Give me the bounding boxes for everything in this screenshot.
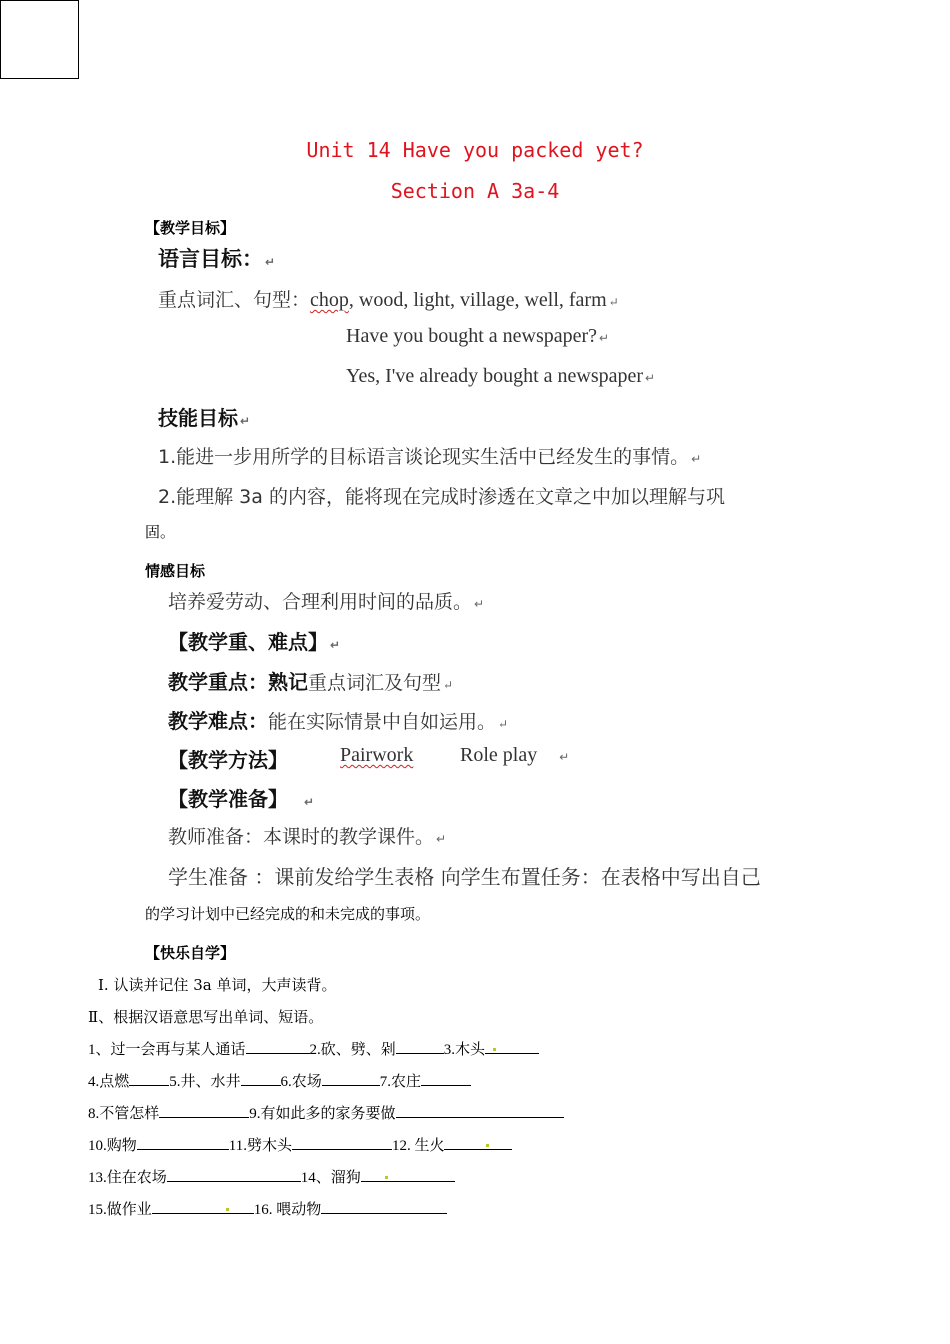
skill-item-2: 2.能理解 3a 的内容，能将现在完成时渗透在文章之中加以理解与巩	[158, 486, 725, 508]
teacher-prep: 教师准备：本课时的教学课件。 ↵	[168, 826, 447, 848]
difficulty-line: 教学难点：能在实际情景中自如运用。 ↵	[168, 709, 509, 733]
selfstudy-item-2: Ⅱ、根据汉语意思写出单词、短语。	[88, 1008, 324, 1026]
skill-objective-label: 技能目标 ↵	[158, 406, 251, 430]
answer-blank[interactable]	[152, 1199, 254, 1214]
language-objective-label: 语言目标： ↵	[158, 247, 276, 271]
method-roleplay: Role play ↵	[460, 744, 570, 766]
exercise-row-3: 8.不管怎样 9.有如此多的家务要做	[88, 1102, 564, 1123]
objectives-header: 【教学目标】	[145, 219, 236, 237]
answer-blank[interactable]	[129, 1071, 169, 1086]
answer-blank[interactable]	[159, 1103, 249, 1118]
answer-blank[interactable]	[421, 1071, 471, 1086]
answer-blank[interactable]	[241, 1071, 281, 1086]
answer-blank[interactable]	[246, 1039, 310, 1054]
vocab-line: 重点词汇、句型：chop, wood, light, village, well, farm ↵	[158, 289, 619, 311]
exercise-row-5: 13.住在农场 14、溜狗	[88, 1166, 455, 1187]
skill-item-2-cont: 固。	[145, 523, 176, 541]
answer-blank[interactable]	[137, 1135, 229, 1150]
method-pairwork: Pairwork	[340, 744, 414, 766]
answer-blank[interactable]	[361, 1167, 455, 1182]
exercise-row-2: 4.点燃 5.井、水井 6.农场 7.农庄	[88, 1070, 471, 1091]
sentence-1: Have you bought a newspaper? ↵	[346, 325, 610, 347]
methods-header: 【教学方法】	[168, 748, 288, 772]
skill-item-1: 1.能进一步用所学的目标语言谈论现实生活中已经发生的事情。 ↵	[158, 446, 702, 468]
unit-title: Unit 14 Have you packed yet?	[306, 138, 644, 162]
student-prep: 学生准备 ：课前发给学生表格 向学生布置任务：在表格中写出自己	[168, 865, 761, 889]
focus-line: 教学重点：熟记重点词汇及句型 ↵	[168, 670, 454, 694]
selfstudy-header: 【快乐自学】	[145, 944, 236, 962]
corner-box	[0, 0, 79, 79]
answer-blank[interactable]	[321, 1199, 447, 1214]
answer-blank[interactable]	[292, 1135, 392, 1150]
exercise-row-4: 10.购物 11.劈木头 12. 生火	[88, 1134, 512, 1155]
answer-blank[interactable]	[396, 1039, 444, 1054]
section-title: Section A 3a-4	[390, 179, 560, 203]
answer-blank[interactable]	[396, 1103, 564, 1118]
selfstudy-item-1: I. 认读并记住 3a 单词，大声读背。	[98, 976, 337, 994]
prep-header: 【教学准备】 ↵	[168, 787, 315, 811]
sentence-2: Yes, I've already bought a newspaper ↵	[346, 365, 656, 387]
keypoints-header: 【教学重、难点】 ↵	[168, 630, 341, 654]
exercise-row-6: 15.做作业 16. 喂动物	[88, 1198, 447, 1219]
emotion-objective-label: 情感目标	[145, 562, 206, 580]
answer-blank[interactable]	[444, 1135, 512, 1150]
answer-blank[interactable]	[322, 1071, 380, 1086]
exercise-row-1: 1、过一会再与某人通话 2.砍、劈、剁 3.木头	[88, 1038, 539, 1059]
answer-blank[interactable]	[485, 1039, 539, 1054]
emotion-objective-text: 培养爱劳动、合理利用时间的品质。 ↵	[168, 591, 485, 613]
student-prep-cont: 的学习计划中已经完成的和未完成的事项。	[145, 905, 431, 923]
answer-blank[interactable]	[167, 1167, 301, 1182]
